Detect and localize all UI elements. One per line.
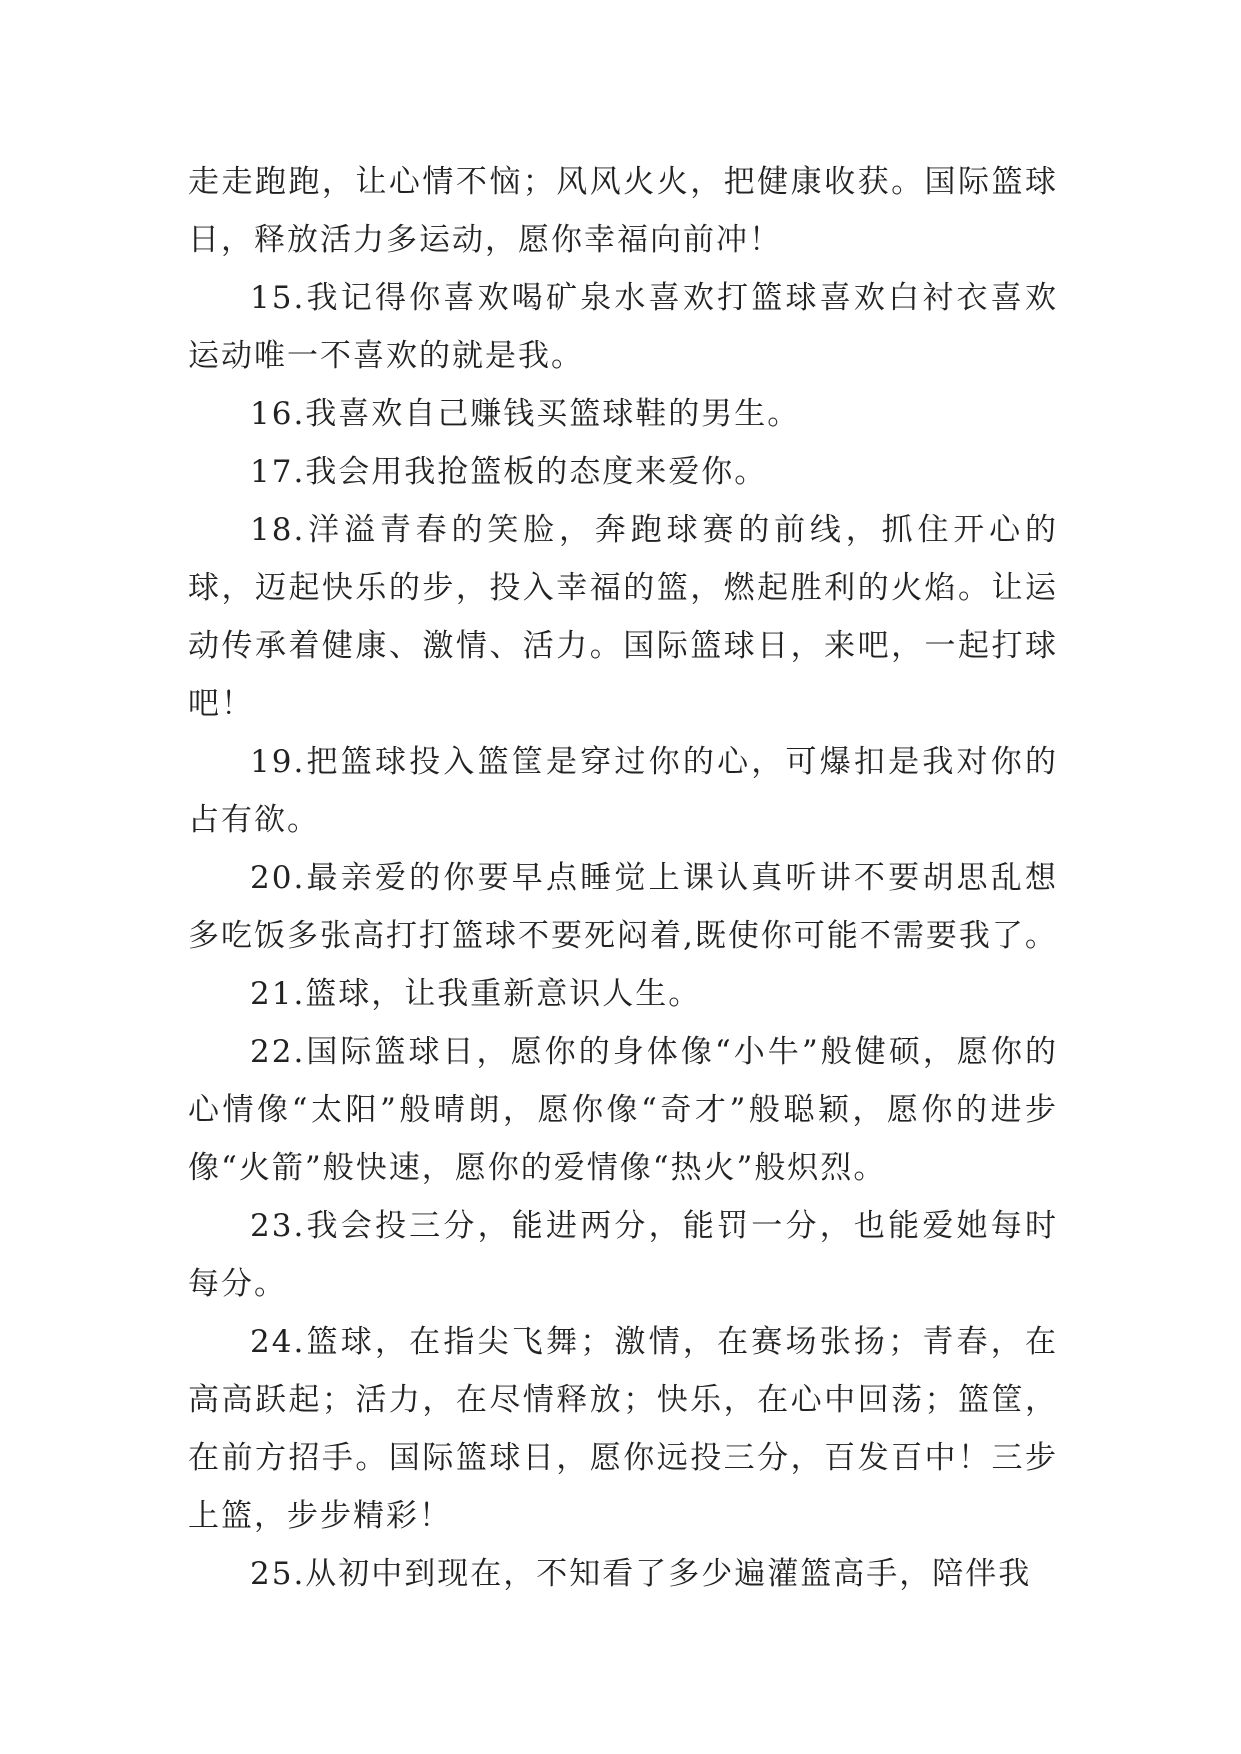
paragraph-24: 24.篮球，在指尖飞舞；激情，在赛场张扬；青春，在高高跃起；活力，在尽情释放；快乐，在心中回荡；篮筐，在前方招手。国际篮球日，愿你远投三分，百发百中！三步上篮，步步精彩！: [188, 1324, 1058, 1534]
document-body: [188, 153, 1058, 1603]
paragraph-22: 22.国际篮球日，愿你的身体像“小牛”般健硕，愿你的心情像“太阳”般晴朗，愿你像“奇才”般聪颖，愿你的进步像“火箭”般快速，愿你的爱情像“热火”般炽烈。: [188, 1034, 1058, 1186]
paragraph-21: 21.篮球，让我重新意识人生。: [250, 976, 702, 1012]
paragraph-15: 15.我记得你喜欢喝矿泉水喜欢打篮球喜欢白衬衣喜欢运动唯一不喜欢的就是我。: [188, 280, 1058, 374]
paragraph-19: 19.把篮球投入篮筐是穿过你的心，可爆扣是我对你的占有欲。: [188, 744, 1058, 838]
paragraph-continuation: 走走跑跑，让心情不恼；风风火火，把健康收获。国际篮球日，释放活力多运动，愿你幸福向前冲！: [188, 164, 1058, 258]
paragraph-17: 17.我会用我抢篮板的态度来爱你。: [250, 454, 768, 490]
paragraph-23: 23.我会投三分，能进两分，能罚一分，也能爱她每时每分。: [188, 1208, 1058, 1302]
paragraph-20: 20.最亲爱的你要早点睡觉上课认真听讲不要胡思乱想多吃饭多张高打打篮球不要死闷着,既使你可能不需要我了。: [188, 860, 1058, 954]
paragraph-25: 25.从初中到现在，不知看了多少遍灌篮高手，陪伴我: [250, 1556, 1032, 1592]
paragraph-18: 18.洋溢青春的笑脸，奔跑球赛的前线，抓住开心的球，迈起快乐的步，投入幸福的篮，燃起胜利的火焰。让运动传承着健康、激情、活力。国际篮球日，来吧，一起打球吧！: [188, 512, 1058, 722]
paragraph-16: 16.我喜欢自己赚钱买篮球鞋的男生。: [250, 396, 801, 432]
